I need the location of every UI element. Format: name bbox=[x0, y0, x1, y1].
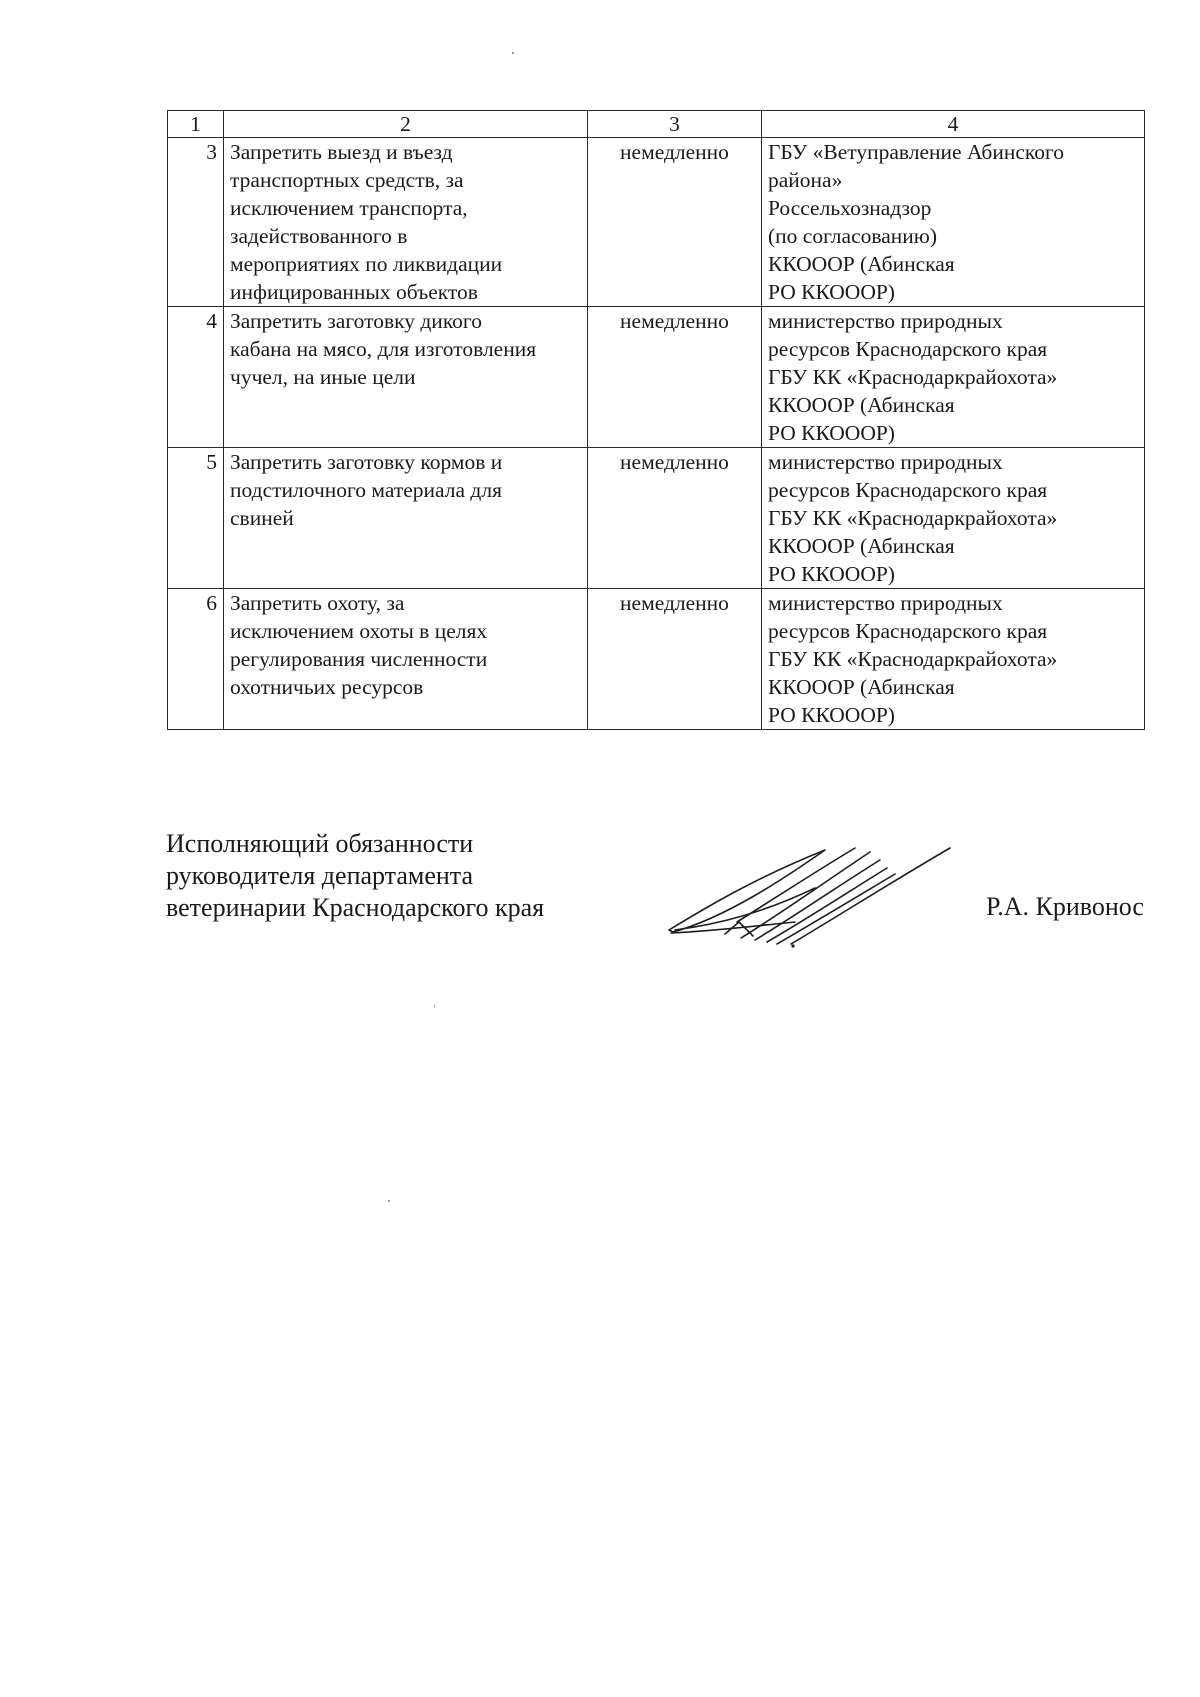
action-line: Запретить выезд и въезд bbox=[230, 140, 453, 164]
executor-cell bbox=[762, 307, 1145, 448]
executor-line: министерство природных bbox=[768, 450, 1003, 474]
executor-line: ККОООР (Абинская bbox=[768, 675, 955, 699]
action-line: исключением транспорта, bbox=[230, 196, 468, 220]
scan-speck bbox=[388, 1200, 390, 1202]
executor-cell bbox=[762, 589, 1145, 730]
action-line: Запретить заготовку кормов и bbox=[230, 450, 503, 474]
executor-cell bbox=[762, 448, 1145, 589]
executor-line: министерство природных bbox=[768, 309, 1003, 333]
executor-line: РО ККОООР) bbox=[768, 421, 895, 445]
executor-line: (по согласованию) bbox=[768, 224, 938, 248]
executor-line: ГБУ КК «Краснодаркрайохота» bbox=[768, 647, 1058, 671]
action-line: охотничьих ресурсов bbox=[230, 675, 424, 699]
action-line: исключением охоты в целях bbox=[230, 619, 488, 643]
executor-line: района» bbox=[768, 168, 843, 192]
measures-table bbox=[167, 110, 1145, 730]
executor-line: ГБУ КК «Краснодаркрайохота» bbox=[768, 365, 1058, 389]
action-line: Запретить охоту, за bbox=[230, 591, 405, 615]
executor-line: РО ККОООР) bbox=[768, 280, 895, 304]
row-number: 6 bbox=[168, 589, 224, 730]
row-number: 3 bbox=[168, 138, 224, 307]
position-line: руководителя департамента bbox=[166, 861, 474, 890]
executor-line: ресурсов Краснодарского края bbox=[768, 337, 1048, 361]
action-line: задействованного в bbox=[230, 224, 408, 248]
executor-line: ГБУ «Ветуправление Абинского bbox=[768, 140, 1065, 164]
action-line: кабана на мясо, для изготовления bbox=[230, 337, 537, 361]
deadline-cell: немедленно bbox=[588, 448, 762, 589]
action-line: чучел, на иные цели bbox=[230, 365, 416, 389]
action-line: транспортных средств, за bbox=[230, 168, 464, 192]
executor-line: ресурсов Краснодарского края bbox=[768, 478, 1048, 502]
executor-line: Россельхознадзор bbox=[768, 196, 932, 220]
table-row bbox=[168, 448, 1145, 589]
action-line: инфицированных объектов bbox=[230, 280, 478, 304]
action-cell bbox=[224, 589, 588, 730]
row-number: 5 bbox=[168, 448, 224, 589]
executor-line: ККОООР (Абинская bbox=[768, 252, 955, 276]
executor-line: министерство природных bbox=[768, 591, 1003, 615]
table-row bbox=[168, 307, 1145, 448]
executor-line: ресурсов Краснодарского края bbox=[768, 619, 1048, 643]
action-line: подстилочного материала для bbox=[230, 478, 502, 502]
action-cell bbox=[224, 307, 588, 448]
signatory-position bbox=[166, 828, 544, 924]
executor-line: ГБУ КК «Краснодаркрайохота» bbox=[768, 506, 1058, 530]
scan-speck bbox=[512, 52, 514, 54]
action-line: свиней bbox=[230, 506, 294, 530]
table-row bbox=[168, 589, 1145, 730]
executor-line: РО ККОООР) bbox=[768, 562, 895, 586]
action-cell bbox=[224, 138, 588, 307]
deadline-cell: немедленно bbox=[588, 138, 762, 307]
executor-line: ККОООР (Абинская bbox=[768, 534, 955, 558]
header-cell-2: 2 bbox=[224, 111, 588, 138]
table-row bbox=[168, 138, 1145, 307]
row-number: 4 bbox=[168, 307, 224, 448]
action-line: регулирования численности bbox=[230, 647, 488, 671]
executor-line: ККОООР (Абинская bbox=[768, 393, 955, 417]
action-line: мероприятиях по ликвидации bbox=[230, 252, 503, 276]
position-line: ветеринарии Краснодарского края bbox=[166, 893, 545, 922]
action-cell bbox=[224, 448, 588, 589]
header-cell-4: 4 bbox=[762, 111, 1145, 138]
position-line: Исполняющий обязанности bbox=[166, 829, 474, 858]
scan-speck bbox=[434, 1005, 435, 1007]
header-cell-3: 3 bbox=[588, 111, 762, 138]
header-cell-1: 1 bbox=[168, 111, 224, 138]
executor-cell bbox=[762, 138, 1145, 307]
action-line: Запретить заготовку дикого bbox=[230, 309, 482, 333]
deadline-cell: немедленно bbox=[588, 589, 762, 730]
signer-name: Р.А. Кривонос bbox=[986, 892, 1144, 921]
header-row bbox=[168, 111, 1145, 138]
deadline-cell: немедленно bbox=[588, 307, 762, 448]
handwritten-signature bbox=[665, 838, 955, 950]
executor-line: РО ККОООР) bbox=[768, 703, 895, 727]
